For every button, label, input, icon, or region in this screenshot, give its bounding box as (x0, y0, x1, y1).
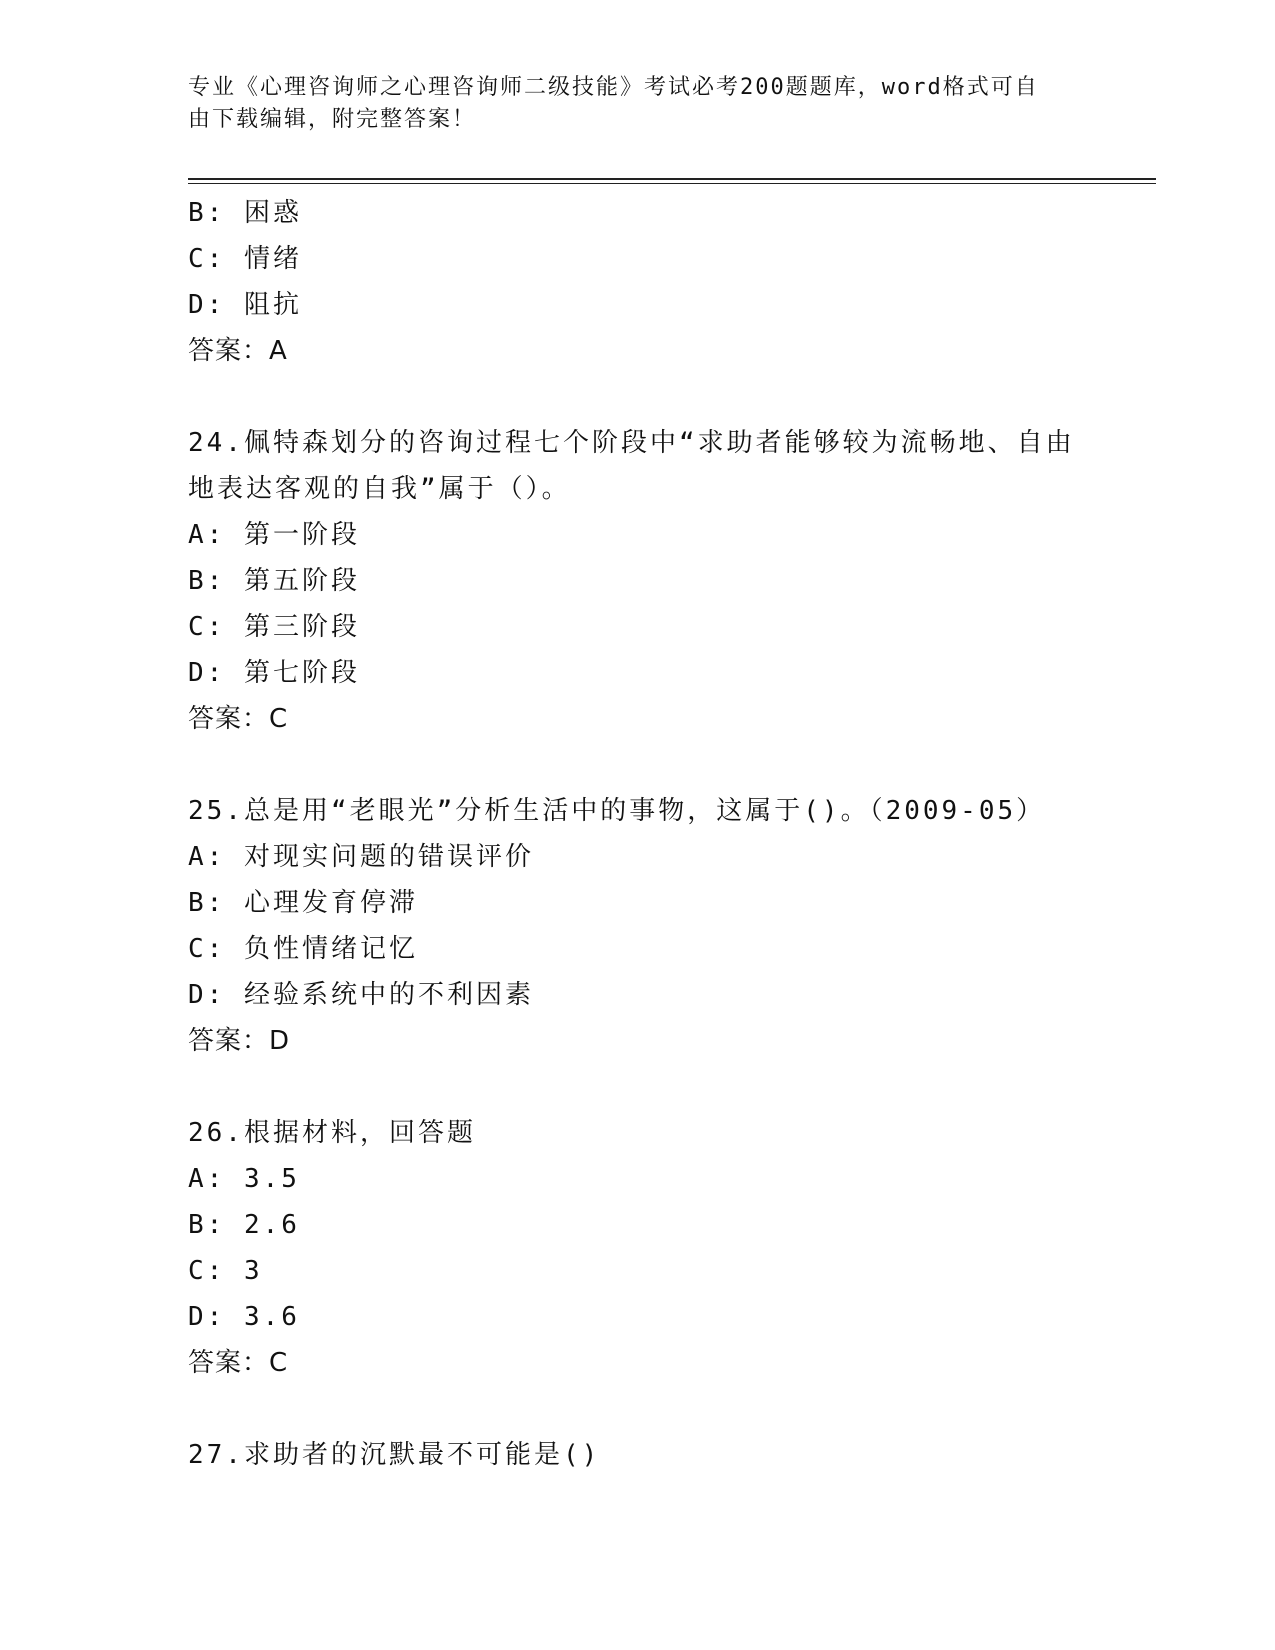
option-b (188, 1202, 1088, 1248)
option-b (188, 880, 1088, 926)
answer-line: 答案：A (188, 336, 288, 366)
option-b (188, 190, 1088, 236)
option-d (188, 972, 1088, 1018)
spacer (188, 1386, 1088, 1432)
option-text: 2.6 (243, 1210, 300, 1240)
option-d (188, 1294, 1088, 1340)
option-letter: D: (188, 658, 226, 688)
option-d (188, 650, 1088, 696)
answer-line: 答案：C (188, 704, 289, 734)
option-c (188, 926, 1088, 972)
option-text: 心理发育停滞 (243, 888, 418, 918)
question-27 (188, 1432, 1088, 1478)
option-letter: B: (188, 198, 226, 228)
option-text: 3.5 (243, 1164, 300, 1194)
option-a (188, 834, 1088, 880)
option-d (188, 282, 1088, 328)
question-stem-line-1: 24.佩特森划分的咨询过程七个阶段中“求助者能够较为流畅地、自由 (188, 428, 1075, 458)
question-list (188, 190, 1088, 1478)
question-stem-line-1: 25.总是用“老眼光”分析生活中的事物，这属于()。（2009-05） (188, 796, 1046, 826)
option-letter: B: (188, 566, 226, 596)
header-divider-thin (188, 183, 1156, 184)
option-letter: A: (188, 520, 226, 550)
document-header (188, 72, 1068, 136)
header-line-2: 由下载编辑，附完整答案！ (188, 107, 477, 132)
option-letter: D: (188, 1302, 226, 1332)
question-25 (188, 788, 1088, 1064)
option-a (188, 1156, 1088, 1202)
answer-line: 答案：D (188, 1026, 291, 1056)
option-text: 负性情绪记忆 (243, 934, 418, 964)
header-divider-thick (188, 178, 1156, 180)
question-24 (188, 420, 1088, 742)
option-text: 经验系统中的不利因素 (243, 980, 534, 1010)
spacer (188, 742, 1088, 788)
option-letter: C: (188, 612, 226, 642)
question-stem-line-1: 27.求助者的沉默最不可能是() (188, 1440, 601, 1470)
header-line-1: 专业《心理咨询师之心理咨询师二级技能》考试必考200题题库，word格式可自 (188, 75, 1039, 100)
option-text: 第三阶段 (243, 612, 360, 642)
option-text: 对现实问题的错误评价 (243, 842, 534, 872)
option-letter: C: (188, 934, 226, 964)
option-c (188, 1248, 1088, 1294)
option-letter: B: (188, 1210, 226, 1240)
question-26 (188, 1110, 1088, 1386)
option-letter: C: (188, 244, 226, 274)
question-23-continuation (188, 190, 1088, 374)
option-text: 情绪 (243, 244, 302, 274)
option-letter: D: (188, 290, 226, 320)
option-c (188, 604, 1088, 650)
question-stem-line-1: 26.根据材料，回答题 (188, 1118, 476, 1148)
answer-line: 答案：C (188, 1348, 289, 1378)
option-text: 第一阶段 (243, 520, 360, 550)
spacer (188, 374, 1088, 420)
option-text: 困惑 (243, 198, 302, 228)
option-text: 3.6 (243, 1302, 300, 1332)
option-text: 第五阶段 (243, 566, 360, 596)
option-text: 3 (243, 1256, 263, 1286)
option-text: 阻抗 (243, 290, 302, 320)
option-letter: A: (188, 842, 226, 872)
option-letter: A: (188, 1164, 226, 1194)
option-letter: C: (188, 1256, 226, 1286)
option-c (188, 236, 1088, 282)
option-a (188, 512, 1088, 558)
spacer (188, 1064, 1088, 1110)
option-letter: D: (188, 980, 226, 1010)
question-stem-line-2: 地表达客观的自我”属于（）。 (188, 474, 571, 504)
option-b (188, 558, 1088, 604)
option-letter: B: (188, 888, 226, 918)
option-text: 第七阶段 (243, 658, 360, 688)
